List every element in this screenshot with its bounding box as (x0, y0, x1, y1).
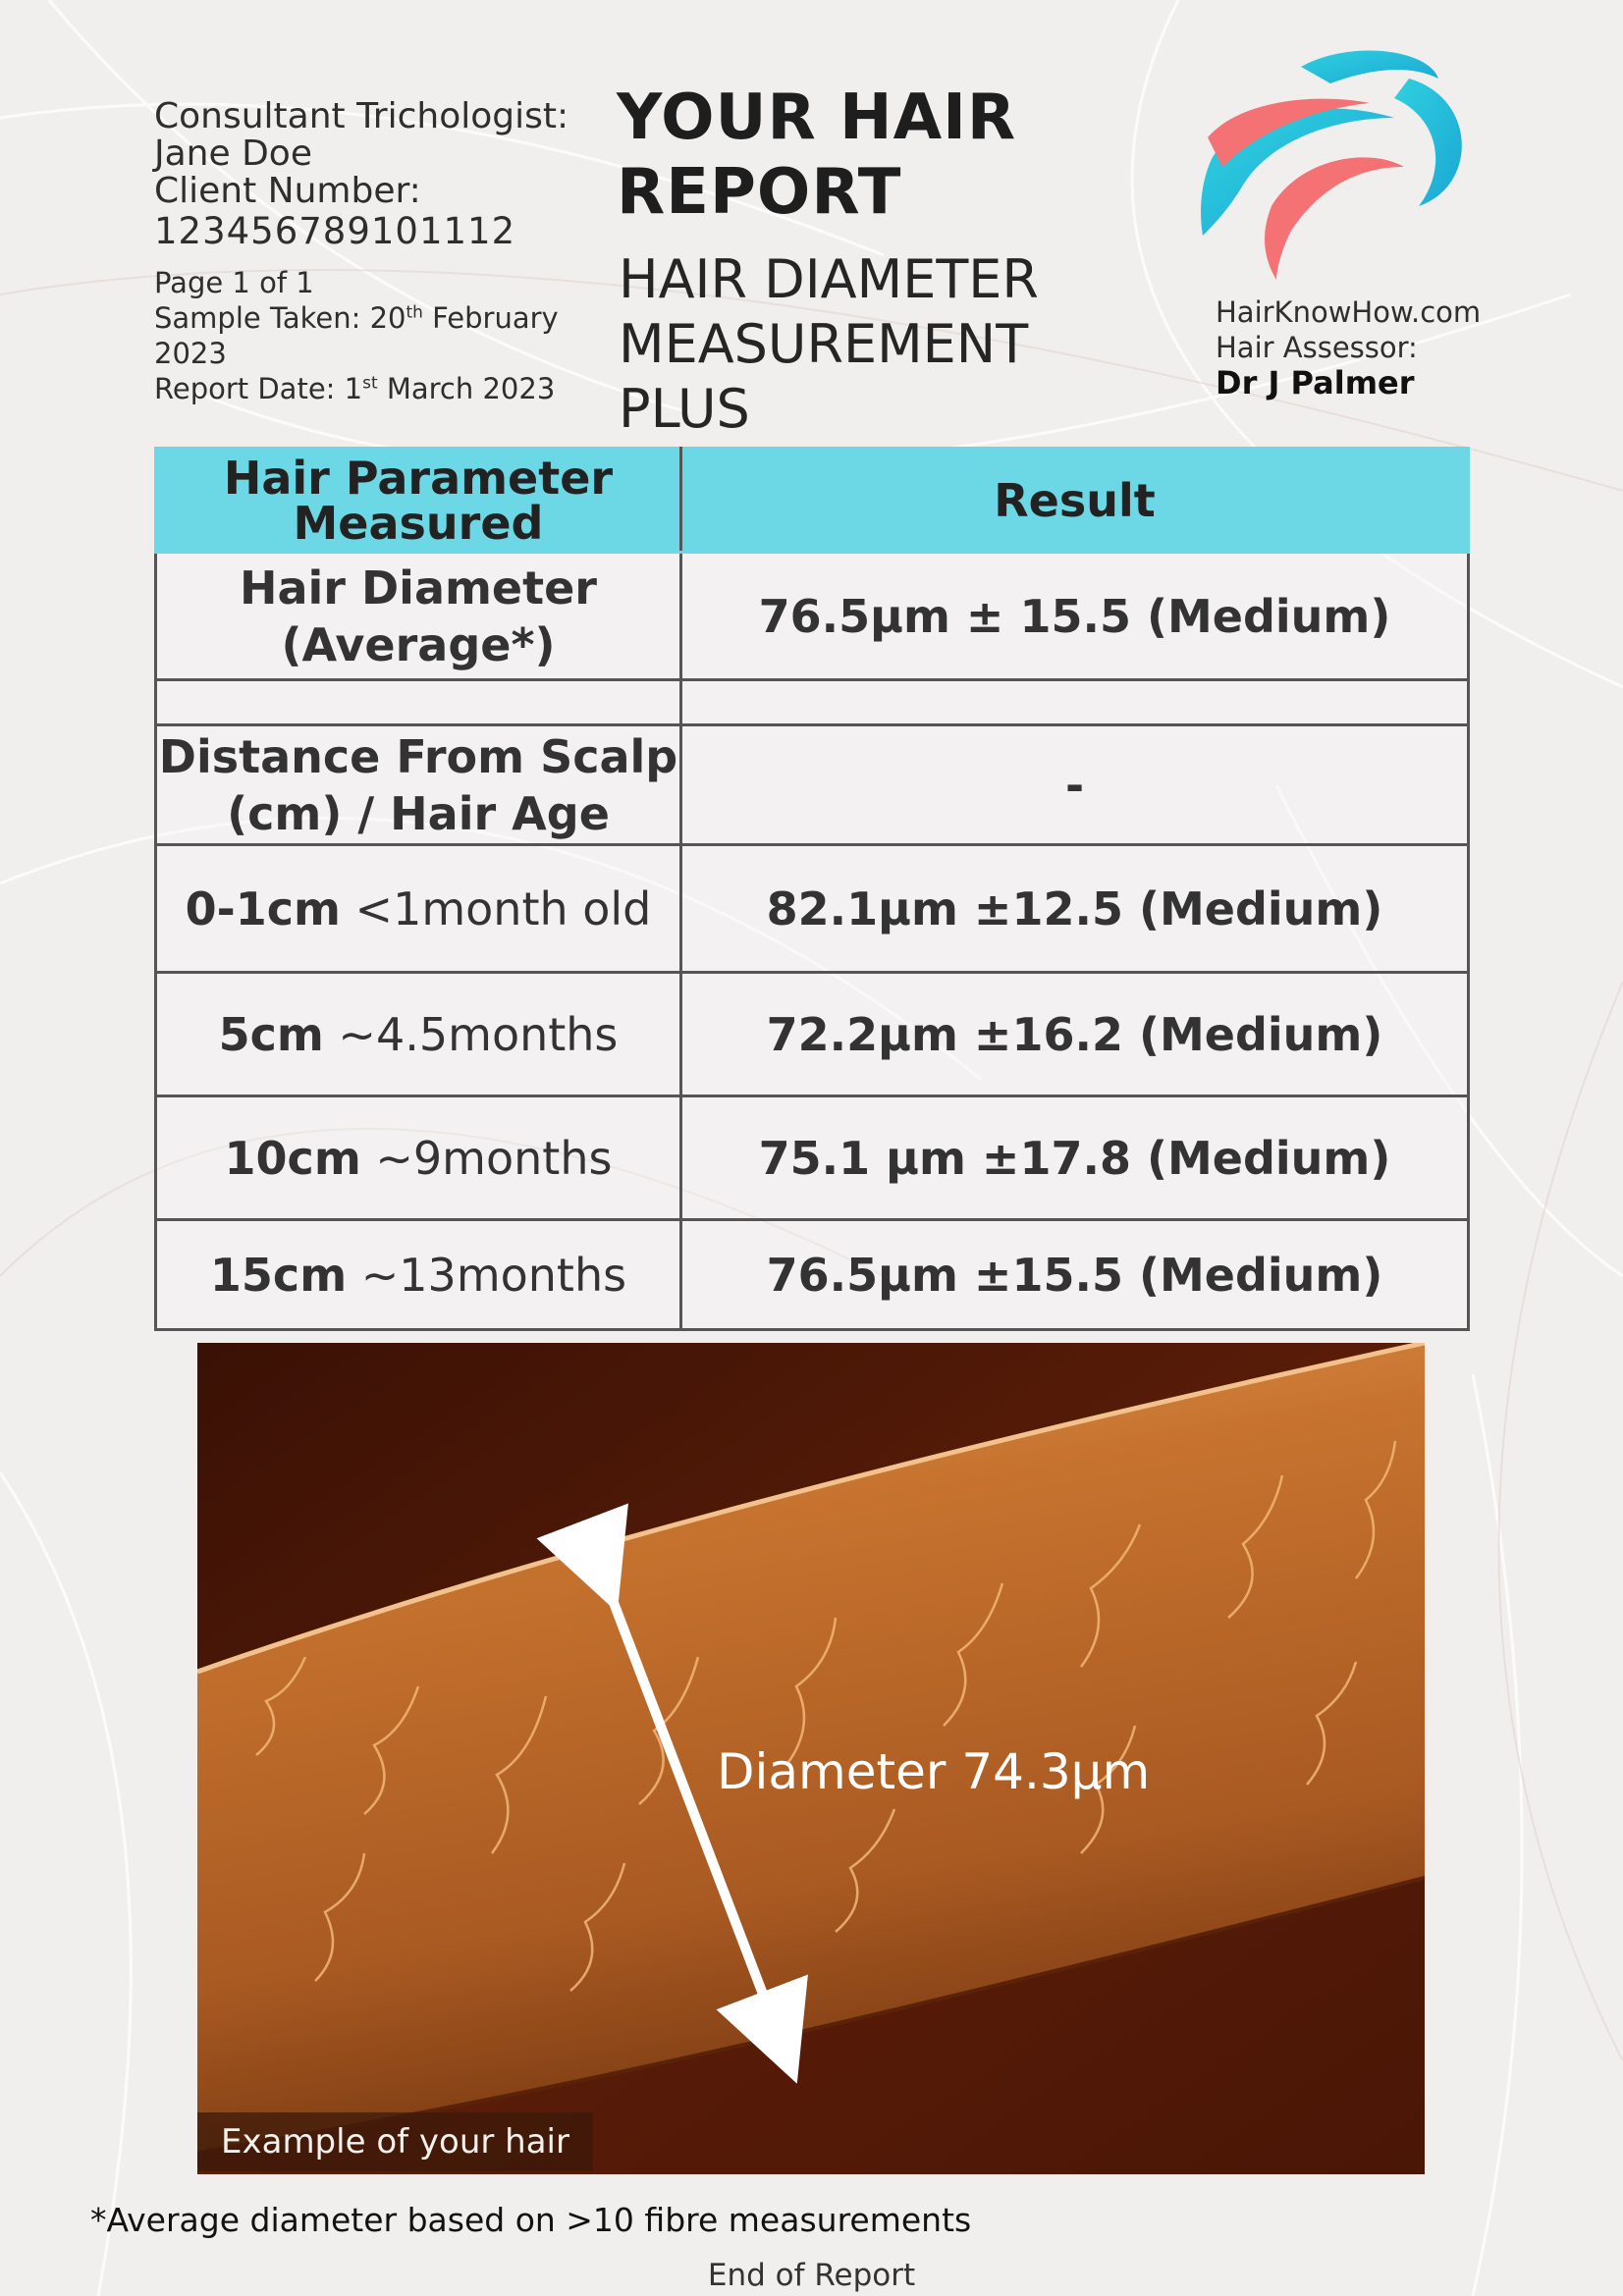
report-date: Report Date: 1st March 2023 (154, 372, 556, 405)
assessor-label: Hair Assessor: (1216, 331, 1418, 364)
param-cell: 0-1cm <1month old (156, 845, 681, 973)
report-subtitle: HAIR DIAMETER MEASUREMENT PLUS (619, 248, 1039, 440)
empty-cell (681, 680, 1469, 725)
table-row (156, 1096, 1469, 1220)
client-number: 123456789101112 (154, 210, 516, 252)
report-title: YOUR HAIR REPORT (617, 81, 1017, 229)
consultant-label: Consultant Trichologist: (154, 96, 569, 136)
table-row (156, 553, 1469, 680)
result-cell: 82.1µm ±12.5 (Medium) (681, 845, 1469, 973)
empty-cell (156, 680, 681, 725)
param-cell: Hair Diameter (Average*) (156, 553, 681, 680)
results-table (154, 447, 1470, 1331)
diameter-label: Diameter 74.3µm (717, 1743, 1151, 1800)
assessor-name: Dr J Palmer (1216, 364, 1415, 401)
result-cell: 72.2µm ±16.2 (Medium) (681, 973, 1469, 1096)
table-row (156, 845, 1469, 973)
result-cell: - (681, 725, 1469, 845)
param-cell: 5cm ~4.5months (156, 973, 681, 1096)
image-caption: Example of your hair (197, 2112, 593, 2171)
consultant-name: Jane Doe (154, 133, 312, 174)
client-number-label: Client Number: (154, 171, 421, 211)
hairknowhow-logo (1183, 39, 1478, 294)
sample-taken: Sample Taken: 20th February 2023 (154, 301, 559, 370)
result-cell: 75.1 µm ±17.8 (Medium) (681, 1096, 1469, 1220)
result-cell: 76.5µm ±15.5 (Medium) (681, 1220, 1469, 1330)
column-header-result: Result (681, 449, 1469, 553)
table-row-spacer (156, 680, 1469, 725)
table-row (156, 725, 1469, 845)
result-cell: 76.5µm ± 15.5 (Medium) (681, 553, 1469, 680)
page-number: Page 1 of 1 (154, 266, 314, 299)
end-of-report: End of Report (707, 2258, 916, 2293)
param-cell: 15cm ~13months (156, 1220, 681, 1330)
footnote: *Average diameter based on >10 fibre measurements (90, 2201, 972, 2239)
column-header-parameter: Hair Parameter Measured (156, 449, 681, 553)
table-row (156, 1220, 1469, 1330)
website-link[interactable]: HairKnowHow.com (1216, 295, 1482, 329)
param-cell: Distance From Scalp (cm) / Hair Age (156, 725, 681, 845)
report-meta (154, 265, 586, 406)
brand-block (1216, 294, 1540, 400)
consultant-block (154, 98, 586, 253)
table-row (156, 973, 1469, 1096)
param-cell: 10cm ~9months (156, 1096, 681, 1220)
